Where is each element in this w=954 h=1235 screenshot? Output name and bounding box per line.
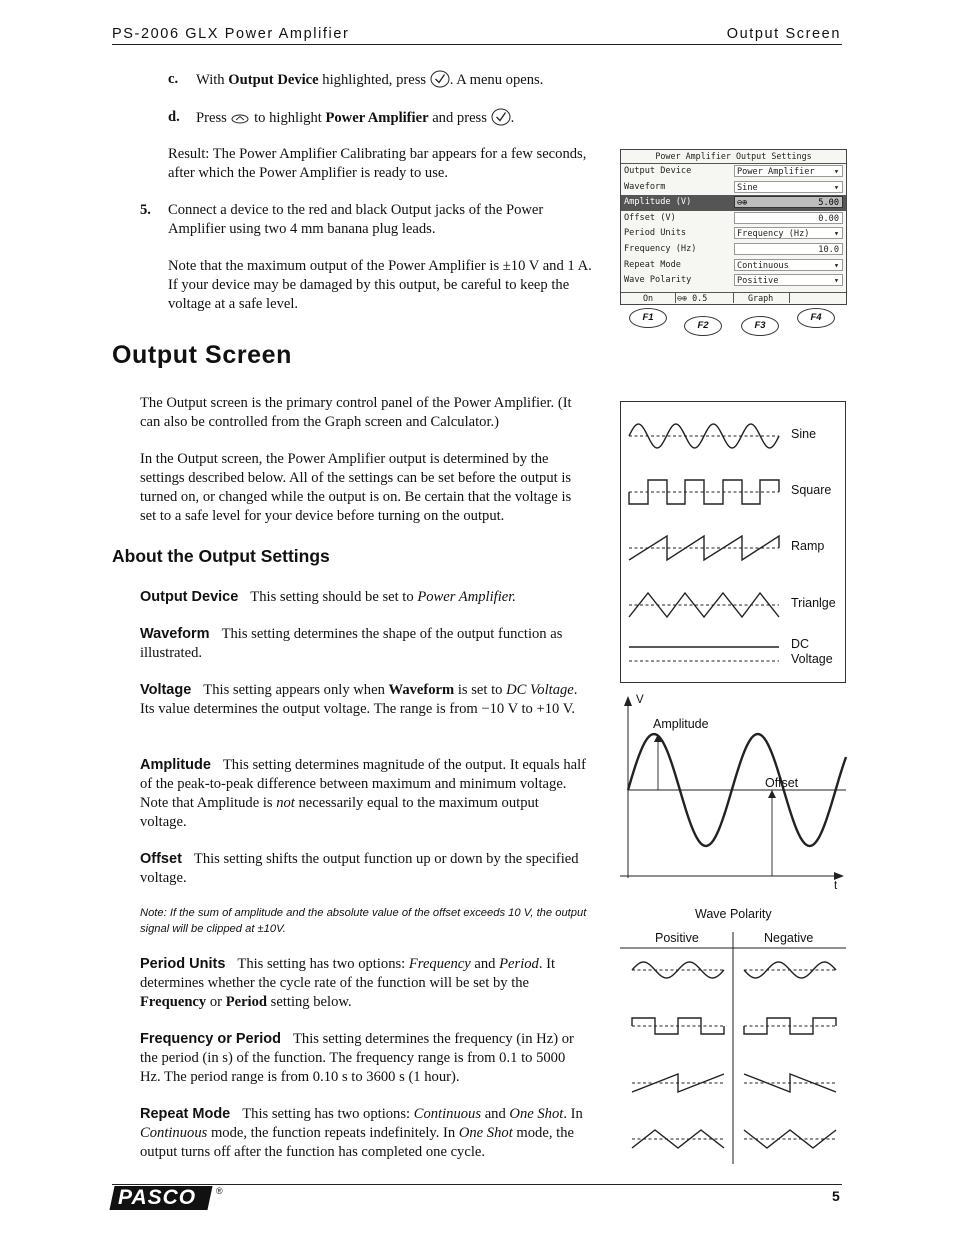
- glx-screen-title: Power Amplifier Output Settings: [621, 150, 846, 164]
- f2-key[interactable]: F2: [684, 316, 722, 336]
- registered-mark: ®: [216, 1186, 223, 1196]
- setting-waveform: Waveform This setting determines the shape of the output function as illustrated.: [140, 626, 563, 661]
- step-d-text: Press to highlight Power Amplifier and press .: [196, 110, 515, 126]
- label-amplitude: Amplitude: [653, 717, 709, 731]
- f3-key[interactable]: F3: [741, 316, 779, 336]
- chevron-down-icon: ▾: [833, 260, 839, 271]
- glx-row-waveform[interactable]: Waveform Sine ▾: [621, 180, 846, 196]
- softkey-on[interactable]: On: [643, 293, 654, 303]
- intro-paragraph-1: The Output screen is the primary control panel of the Power Amplifier. (It can also be controlled from the Graph screen and Calculator.): [140, 395, 572, 430]
- subsection-title: About the Output Settings: [112, 546, 330, 566]
- setting-voltage: Voltage This setting appears only when Waveform is set to DC Voltage. Its value determines the output voltage. The range is from −10 V to +10 V.: [140, 682, 578, 717]
- label-dc: DC: [791, 637, 810, 651]
- pasco-logo: PASCO: [109, 1186, 212, 1210]
- result-text: Result: The Power Amplifier Calibrating bar appears for a few seconds, after which the Power Amplifier is ready to use.: [168, 146, 587, 181]
- polarity-title: Wave Polarity: [695, 907, 772, 921]
- glx-row-frequency[interactable]: Frequency (Hz) 10.0: [621, 242, 846, 258]
- polarity-comparison-figure: [620, 932, 846, 1166]
- label-triangle: Trianlge: [791, 596, 836, 610]
- chevron-down-icon: ▾: [833, 229, 839, 240]
- glx-row-offset[interactable]: Offset (V) 0.00: [621, 211, 846, 227]
- footer-rule: [112, 1184, 842, 1185]
- running-header-right: Output Screen: [726, 26, 841, 42]
- chevron-down-icon: ▾: [833, 167, 839, 177]
- page-number: 5: [832, 1188, 840, 1204]
- check-button-icon: [491, 108, 511, 126]
- axis-label-v: V: [636, 694, 644, 706]
- amplitude-offset-diagram: [614, 694, 850, 894]
- label-sine: Sine: [791, 427, 817, 441]
- polarity-positive: Positive: [655, 931, 699, 945]
- plus-minus-icon: ⊖⊕: [737, 198, 748, 209]
- waveform-types-figure: [620, 401, 846, 683]
- softkey-step[interactable]: ⊖⊕ 0.5: [677, 293, 708, 303]
- step-c-label: c.: [168, 71, 179, 87]
- setting-output-device: Output Device This setting should be set to Power Amplifier.: [140, 589, 516, 605]
- glx-output-settings-screen: [620, 149, 847, 305]
- arrow-keys-icon: [230, 112, 250, 126]
- f4-key[interactable]: F4: [797, 308, 835, 328]
- glx-softkey-bar: [621, 292, 846, 304]
- setting-frequency-or-period: Frequency or Period This setting determines the frequency (in Hz) or the period (in s) of the function. The frequency range is from 0.1 to 5000 Hz. The period range is from 0.10 s to 3600 s (1 hour).: [140, 1031, 574, 1085]
- step-d-label: d.: [168, 109, 180, 125]
- label-voltage: Voltage: [791, 652, 833, 666]
- f1-key[interactable]: F1: [629, 308, 667, 328]
- check-button-icon: [430, 70, 450, 88]
- chevron-down-icon: ▾: [833, 182, 839, 193]
- chevron-down-icon: ▾: [833, 276, 839, 287]
- label-ramp: Ramp: [791, 539, 825, 553]
- intro-paragraph-2: In the Output screen, the Power Amplifier output is determined by the settings described below. All of the settings can be set before the output is turned on, or changed while the output is on. Be certain that the voltage is set to a safe level for your device before turning on the output.: [140, 451, 572, 524]
- setting-repeat-mode: Repeat Mode This setting has two options: Continuous and One Shot. In Continuous mode, the function repeats indefinitely. In One Shot mode, the output turns off after the function has completed one cycle.: [140, 1106, 583, 1160]
- softkey-graph[interactable]: Graph: [748, 293, 774, 303]
- polarity-negative: Negative: [764, 931, 814, 945]
- max-output-note: Note that the maximum output of the Power Amplifier is ±10 V and 1 A. If your device may be damaged by this output, be careful to keep the voltage at a safe level.: [168, 258, 592, 312]
- running-header-left: PS-2006 GLX Power Amplifier: [112, 26, 350, 42]
- step-c-text: With Output Device highlighted, press . A menu opens.: [196, 72, 544, 88]
- x-axis-arrow-icon: [834, 872, 844, 880]
- glx-row-amplitude[interactable]: Amplitude (V) ⊖⊕ 5.00: [621, 195, 846, 211]
- glx-row-wave-polarity[interactable]: Wave Polarity Positive ▾: [621, 273, 846, 289]
- section-title: Output Screen: [112, 341, 293, 369]
- setting-offset: Offset This setting shifts the output function up or down by the specified voltage.: [140, 851, 579, 886]
- header-rule: [112, 44, 842, 45]
- glx-row-repeat-mode[interactable]: Repeat Mode Continuous ▾: [621, 258, 846, 274]
- glx-row-output-device[interactable]: Output Device Power Amplifier ▾: [621, 164, 846, 180]
- setting-amplitude: Amplitude This setting determines magnitude of the output. It equals half of the peak-to-peak difference between maximum and minimum voltage. Note that Amplitude is not necessarily equal to the maximum output voltage.: [140, 757, 587, 830]
- glx-row-period-units[interactable]: Period Units Frequency (Hz) ▾: [621, 226, 846, 242]
- setting-period-units: Period Units This setting has two options: Frequency and Period. It determines whether the cycle rate of the function will be set by the Frequency or Period setting below.: [140, 956, 556, 1010]
- step-5-label: 5.: [140, 202, 151, 218]
- axis-label-t: t: [834, 880, 838, 892]
- step-5-text: Connect a device to the red and black Output jacks of the Power Amplifier using two 4 mm banana plug leads.: [168, 202, 544, 237]
- label-square: Square: [791, 483, 832, 497]
- label-offset: Offset: [765, 776, 799, 790]
- y-axis-arrow-icon: [624, 696, 632, 706]
- clipping-note: Note: If the sum of amplitude and the absolute value of the offset exceeds 10 V, the output signal will be clipped at ±10V.: [140, 907, 587, 935]
